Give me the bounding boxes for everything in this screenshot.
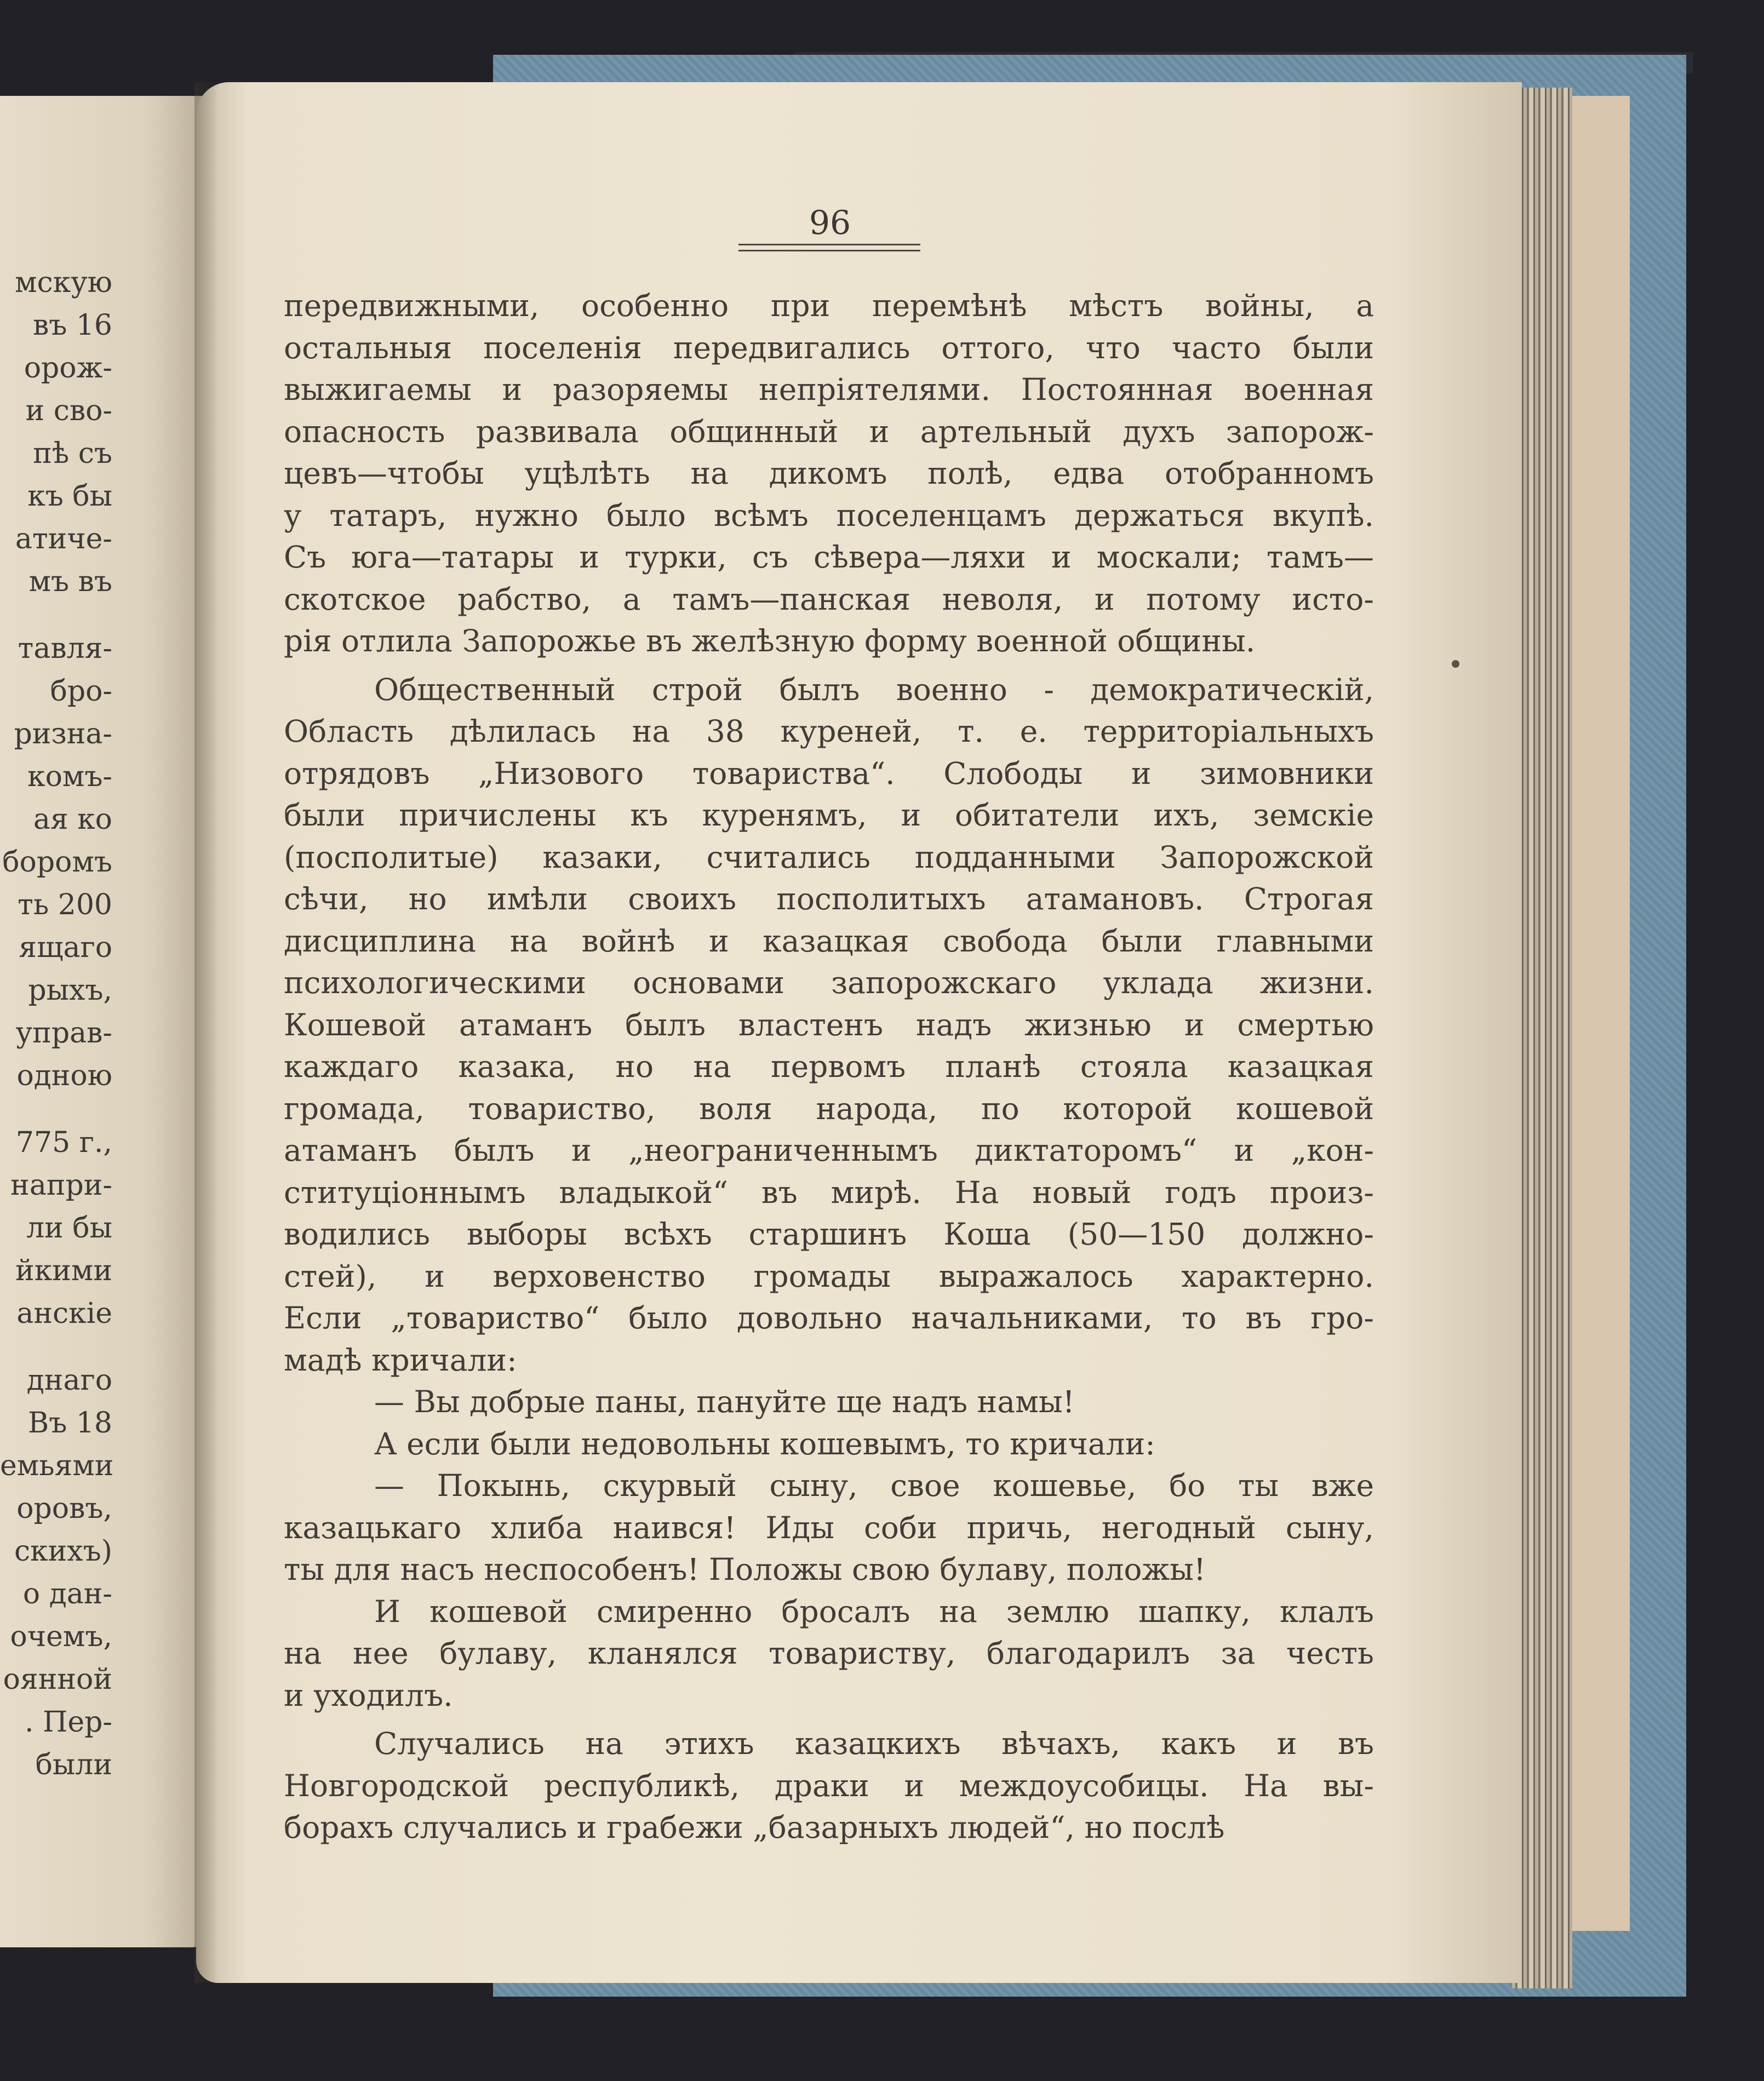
page-text: [284, 285, 1374, 1849]
text-line: водились выборы всѣхъ старшинъ Коша (50—150 должно-: [284, 1217, 1374, 1252]
text-line: опасность развивала общинный и артельный духъ запорож-: [284, 414, 1374, 449]
text-line: скотское рабство, а тамъ—панская неволя, и потому исто-: [284, 581, 1374, 617]
left-text-line: Въ 18: [28, 1407, 112, 1440]
left-text-line: о дан-: [22, 1578, 112, 1610]
text-line: ституціоннымъ владыкой“ въ мирѣ. На новый годъ произ-: [284, 1174, 1374, 1210]
left-text-line: ризна-: [14, 718, 112, 750]
text-line: психологическими основами запорожскаго уклада жизни.: [284, 965, 1374, 1000]
left-text-line: [0, 1097, 112, 1121]
text-line: Новгородской республикѣ, драки и междоусобицы. На вы-: [284, 1768, 1374, 1803]
page-number-rule: [738, 244, 920, 245]
left-text-line: [0, 1335, 112, 1359]
left-text-line: днаго: [26, 1364, 112, 1397]
text-line: Съ юга—татары и турки, съ сѣвера—ляхи и москали; тамъ—: [284, 540, 1374, 575]
left-text-line: оровъ,: [16, 1492, 112, 1525]
left-text-line: бро-: [50, 675, 112, 708]
left-text-line: пѣ съ: [33, 437, 112, 470]
text-line: передвижными, особенно при перемѣнѣ мѣстъ войны, а: [284, 288, 1374, 323]
left-text-line: ли бы: [26, 1212, 112, 1245]
left-text-line: были: [35, 1749, 112, 1781]
text-line: громада, товариство, воля народа, по которой кошевой: [284, 1091, 1374, 1126]
text-line: Если „товариство“ было довольно начальниками, то въ гро-: [284, 1300, 1374, 1335]
left-text-line: боромъ: [2, 846, 112, 879]
text-line: рія отлила Запорожье въ желѣзную форму военной общины.: [284, 623, 1256, 658]
left-text-line: управ-: [15, 1017, 112, 1050]
left-text-line: напри-: [10, 1169, 112, 1202]
left-text-line: очемъ,: [10, 1620, 112, 1653]
text-line: Общественный строй былъ военно - демократическій,: [374, 672, 1374, 707]
text-line: борахъ случались и грабежи „базарныхъ людей“, но послѣ: [284, 1810, 1225, 1845]
book-gutter: [194, 82, 219, 1983]
left-text-line: атиче-: [15, 523, 112, 555]
cover-board-edge: [1570, 96, 1630, 1931]
left-text-line: ая ко: [33, 803, 112, 836]
text-line: и уходилъ.: [284, 1677, 453, 1713]
left-text-line: оянной: [3, 1663, 112, 1696]
left-text-line: въ 16: [32, 309, 112, 342]
text-line: — Покынь, скурвый сыну, свое кошевье, бо ты вже: [374, 1468, 1374, 1503]
left-text-line: одною: [16, 1059, 112, 1092]
text-line: Случались на этихъ казацкихъ вѣчахъ, какъ и въ: [374, 1726, 1374, 1761]
text-line: были причислены къ куренямъ, и обитатели ихъ, земскіе: [284, 798, 1374, 833]
left-text-line: тавля-: [18, 632, 112, 665]
left-text-line: рыхъ,: [28, 974, 112, 1007]
left-text-line: [0, 603, 112, 627]
text-line: И кошевой смиренно бросалъ на землю шапку, клалъ: [374, 1593, 1374, 1629]
left-text-line: . Пер-: [24, 1706, 112, 1739]
left-text-line: комъ-: [27, 760, 112, 793]
text-line: стей), и верховенство громады выражалось характерно.: [284, 1258, 1374, 1294]
text-line: на нее булаву, кланялся товариству, благодарилъ за честь: [284, 1636, 1374, 1671]
text-line: А если были недовольны кошевымъ, то кричали:: [374, 1426, 1155, 1461]
left-text-line: йкими: [15, 1254, 112, 1287]
left-text-line: мъ въ: [28, 565, 112, 598]
text-line: — Вы добрые паны, пануйте ще надъ намы!: [374, 1384, 1075, 1419]
left-page-text: [0, 261, 112, 1786]
left-text-line: анскіе: [16, 1297, 112, 1330]
text-line: каждаго казака, но на первомъ планѣ стояла казацкая: [284, 1049, 1374, 1084]
text-line: сѣчи, но имѣли своихъ посполитыхъ атамановъ. Строгая: [284, 881, 1374, 916]
text-line: мадѣ кричали:: [284, 1342, 517, 1378]
text-line: выжигаемы и разоряемы непріятелями. Постоянная военная: [284, 372, 1374, 407]
text-line: у татаръ, нужно было всѣмъ поселенцамъ держаться вкупѣ.: [284, 497, 1374, 533]
text-line: Кошевой атаманъ былъ властенъ надъ жизнью и смертью: [284, 1007, 1374, 1042]
text-line: казацькаго хлиба наився! Иды соби причь, негодный сыну,: [284, 1510, 1374, 1545]
left-text-line: орож-: [24, 352, 112, 385]
text-line: ты для насъ неспособенъ! Положы свою булаву, положы!: [284, 1552, 1206, 1587]
text-line: Область дѣлилась на 38 куреней, т. е. территоріальныхъ: [284, 714, 1374, 749]
left-text-line: и сво-: [25, 394, 112, 427]
left-text-line: мскую: [15, 266, 112, 299]
page-number-rule-second: [738, 250, 920, 251]
text-line: (посполитые) казаки, считались подданными Запорожской: [284, 839, 1374, 875]
left-text-line: емьями: [0, 1449, 114, 1482]
left-text-line: 775 г.,: [15, 1126, 112, 1159]
left-text-line: къ бы: [27, 480, 112, 513]
left-text-line: скихъ): [14, 1535, 112, 1568]
text-line: цевъ—чтобы уцѣлѣть на дикомъ полѣ, едва отобранномъ: [284, 456, 1374, 491]
left-text-line: ть 200: [18, 888, 112, 921]
text-line: отрядовъ „Низового товариства“. Слободы и зимовники: [284, 755, 1374, 791]
text-line: атаманъ былъ и „неограниченнымъ диктаторомъ“ и „кон-: [284, 1133, 1374, 1168]
left-text-line: ящаго: [19, 931, 112, 964]
ink-spot: [1452, 660, 1459, 668]
left-page: [0, 96, 208, 1947]
text-line: остальныя поселенія передвигались оттого, что часто были: [284, 330, 1374, 365]
text-line: дисциплина на войнѣ и казацкая свобода были главными: [284, 923, 1374, 959]
page-number: 96: [809, 204, 851, 242]
